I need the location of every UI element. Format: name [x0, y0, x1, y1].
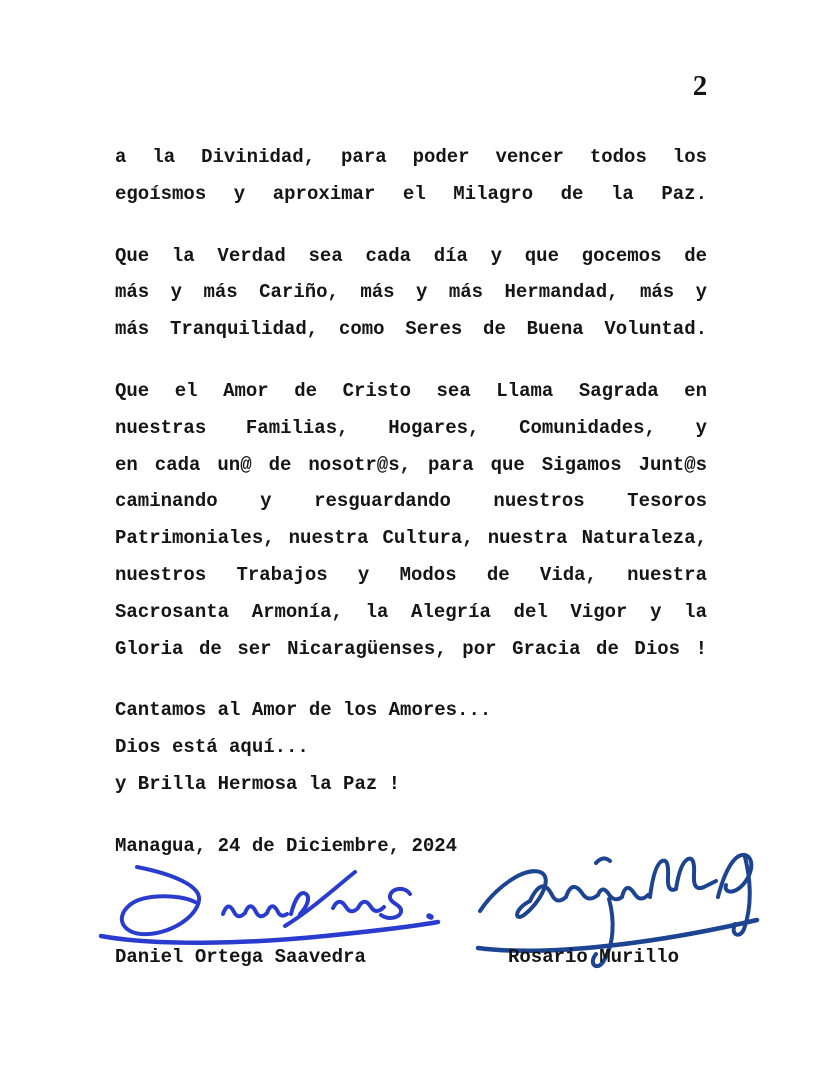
signatory-name-rosario-murillo: Rosario Murillo: [508, 946, 680, 968]
paragraph-1: [115, 139, 707, 213]
letter-line: y Brilla Hermosa la Paz !: [115, 772, 401, 795]
dateline: Managua, 24 de Diciembre, 2024: [115, 834, 458, 857]
letter-line: Patrimoniales, nuestra Cultura, nuestra Naturaleza,: [115, 527, 707, 550]
letter-body: [115, 139, 707, 865]
paragraph-2: [115, 238, 707, 348]
daniel-ortega-signature-strokes: [101, 867, 438, 943]
letter-line: más y más Cariño, más y más Hermandad, más y: [115, 281, 707, 304]
signatory-name-daniel-ortega: Daniel Ortega Saavedra: [115, 946, 366, 968]
letter-line: más Tranquilidad, como Seres de Buena Voluntad.: [115, 318, 707, 341]
letter-line: Que el Amor de Cristo sea Llama Sagrada en: [115, 379, 707, 402]
letter-line: Cantamos al Amor de los Amores...: [115, 699, 492, 722]
letter-line: Gloria de ser Nicaragüenses, por Gracia de Dios !: [115, 637, 707, 660]
letter-line: egoísmos y aproximar el Milagro de la Paz.: [115, 182, 707, 205]
letter-line: a la Divinidad, para poder vencer todos los: [115, 146, 707, 168]
letter-line: Que la Verdad sea cada día y que gocemos de: [115, 244, 707, 267]
letter-line: en cada un@ de nosotr@s, para que Sigamos Junt@s: [115, 453, 707, 476]
letter-line: caminando y resguardando nuestros Tesoros: [115, 490, 707, 513]
letter-line: Dios está aquí...: [115, 736, 309, 759]
letter-line: Sacrosanta Armonía, la Alegría del Vigor y la: [115, 600, 707, 623]
paragraph-3: [115, 373, 707, 667]
letter-line: nuestros Trabajos y Modos de Vida, nuestra: [115, 563, 707, 586]
letter-line: nuestras Familias, Hogares, Comunidades, y: [115, 416, 707, 439]
page-number: 2: [692, 70, 708, 102]
paragraph-4: [115, 692, 707, 802]
